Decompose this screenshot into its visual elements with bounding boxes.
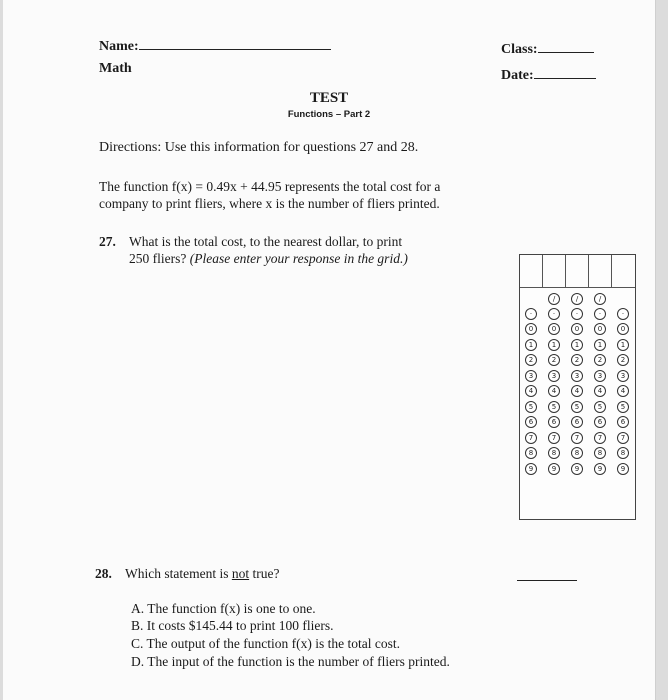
grid-digit-bubble[interactable]: 9: [594, 463, 606, 475]
class-label: Class:: [501, 42, 538, 57]
grid-digit-bubble[interactable]: 7: [548, 432, 560, 444]
grid-digit-bubble[interactable]: 6: [571, 416, 583, 428]
info-line-1: The function f(x) = 0.49x + 44.95 represents the total cost for a: [99, 179, 441, 194]
worksheet-page: [3, 0, 656, 700]
grid-digit-bubble[interactable]: 4: [571, 385, 583, 397]
grid-decimal-bubble[interactable]: ·: [525, 308, 537, 320]
q28-option-c[interactable]: [131, 636, 400, 652]
grid-digit-bubble[interactable]: 1: [617, 339, 629, 351]
q27-instruction: (Please enter your response in the grid.): [189, 251, 408, 266]
grid-digit-bubble[interactable]: 6: [525, 416, 537, 428]
grid-digit-bubble[interactable]: 2: [617, 354, 629, 366]
q28-number: 28.: [95, 566, 112, 581]
grid-digit-bubble[interactable]: 4: [548, 385, 560, 397]
class-field[interactable]: [501, 40, 594, 58]
grid-digit-bubble[interactable]: 1: [594, 339, 606, 351]
option-letter: C.: [131, 636, 144, 651]
grid-digit-bubble[interactable]: 5: [617, 401, 629, 413]
grid-col-divider: [542, 255, 543, 287]
grid-digit-bubble[interactable]: 0: [571, 323, 583, 335]
class-blank[interactable]: [538, 40, 594, 53]
grid-digit-bubble[interactable]: 6: [548, 416, 560, 428]
q27-line-2-text: 250 fliers?: [129, 251, 187, 266]
option-text: The function f(x) is one to one.: [147, 601, 316, 616]
date-field[interactable]: [501, 66, 596, 84]
grid-slash-bubble[interactable]: /: [571, 293, 583, 305]
option-text: The input of the function is the number of fliers printed.: [147, 654, 450, 669]
grid-digit-bubble[interactable]: 6: [617, 416, 629, 428]
q28-prompt-not: not: [231, 566, 250, 581]
option-letter: D.: [131, 654, 145, 669]
q28-prompt-b: true?: [252, 566, 280, 581]
answer-grid[interactable]: [519, 254, 636, 520]
q28-option-d[interactable]: [131, 654, 450, 670]
grid-digit-bubble[interactable]: 1: [571, 339, 583, 351]
subject-label: Math: [99, 61, 132, 76]
q27-line-2: [129, 251, 408, 267]
grid-digit-bubble[interactable]: 7: [617, 432, 629, 444]
grid-digit-bubble[interactable]: 2: [548, 354, 560, 366]
q28-answer-line[interactable]: [517, 580, 577, 581]
grid-slash-bubble[interactable]: /: [594, 293, 606, 305]
grid-digit-bubble[interactable]: 3: [571, 370, 583, 382]
option-letter: B.: [131, 618, 144, 633]
grid-decimal-bubble[interactable]: ·: [548, 308, 560, 320]
grid-decimal-bubble[interactable]: ·: [571, 308, 583, 320]
date-blank[interactable]: [534, 66, 596, 79]
grid-digit-bubble[interactable]: 9: [548, 463, 560, 475]
grid-digit-bubble[interactable]: 8: [548, 447, 560, 459]
page-subtitle: Functions – Part 2: [287, 109, 371, 120]
grid-entry-divider: [520, 287, 635, 288]
grid-digit-bubble[interactable]: 7: [594, 432, 606, 444]
grid-col-divider: [565, 255, 566, 287]
q28-prompt-a: Which statement is: [125, 566, 229, 581]
date-label: Date:: [501, 68, 534, 83]
grid-digit-bubble[interactable]: 4: [594, 385, 606, 397]
q28-option-a[interactable]: [131, 601, 316, 617]
grid-digit-bubble[interactable]: 3: [525, 370, 537, 382]
grid-digit-bubble[interactable]: 5: [548, 401, 560, 413]
grid-digit-bubble[interactable]: 0: [548, 323, 560, 335]
name-field[interactable]: [99, 37, 331, 55]
grid-digit-bubble[interactable]: 9: [617, 463, 629, 475]
grid-digit-bubble[interactable]: 3: [617, 370, 629, 382]
grid-digit-bubble[interactable]: 6: [594, 416, 606, 428]
grid-digit-bubble[interactable]: 2: [594, 354, 606, 366]
grid-digit-bubble[interactable]: 3: [594, 370, 606, 382]
grid-col-divider: [588, 255, 589, 287]
grid-digit-bubble[interactable]: 7: [571, 432, 583, 444]
grid-digit-bubble[interactable]: 5: [525, 401, 537, 413]
q27-number: 27.: [99, 234, 116, 249]
grid-decimal-bubble[interactable]: ·: [617, 308, 629, 320]
grid-digit-bubble[interactable]: 4: [525, 385, 537, 397]
grid-digit-bubble[interactable]: 2: [525, 354, 537, 366]
grid-digit-bubble[interactable]: 0: [617, 323, 629, 335]
grid-digit-bubble[interactable]: 0: [525, 323, 537, 335]
grid-slash-bubble[interactable]: /: [548, 293, 560, 305]
grid-digit-bubble[interactable]: 9: [525, 463, 537, 475]
grid-digit-bubble[interactable]: 4: [617, 385, 629, 397]
grid-digit-bubble[interactable]: 9: [571, 463, 583, 475]
name-blank[interactable]: [139, 37, 331, 50]
page-title: TEST: [309, 90, 349, 106]
grid-digit-bubble[interactable]: 2: [571, 354, 583, 366]
name-label: Name:: [99, 39, 139, 54]
grid-digit-bubble[interactable]: 7: [525, 432, 537, 444]
grid-digit-bubble[interactable]: 5: [594, 401, 606, 413]
info-line-2: company to print fliers, where x is the number of fliers printed.: [99, 196, 440, 211]
grid-col-divider: [611, 255, 612, 287]
grid-decimal-bubble[interactable]: ·: [594, 308, 606, 320]
grid-digit-bubble[interactable]: 8: [594, 447, 606, 459]
q27-line-1: What is the total cost, to the nearest dollar, to print: [129, 234, 403, 249]
grid-digit-bubble[interactable]: 0: [594, 323, 606, 335]
grid-digit-bubble[interactable]: 1: [548, 339, 560, 351]
directions-text: Directions: Use this information for questions 27 and 28.: [99, 140, 419, 155]
grid-digit-bubble[interactable]: 1: [525, 339, 537, 351]
grid-digit-bubble[interactable]: 8: [525, 447, 537, 459]
q28-prompt: [125, 566, 279, 582]
grid-digit-bubble[interactable]: 3: [548, 370, 560, 382]
grid-digit-bubble[interactable]: 8: [617, 447, 629, 459]
option-letter: A.: [131, 601, 145, 616]
grid-digit-bubble[interactable]: 5: [571, 401, 583, 413]
grid-digit-bubble[interactable]: 8: [571, 447, 583, 459]
option-text: It costs $145.44 to print 100 fliers.: [146, 618, 334, 633]
option-text: The output of the function f(x) is the total cost.: [146, 636, 400, 651]
q28-option-b[interactable]: [131, 618, 334, 634]
